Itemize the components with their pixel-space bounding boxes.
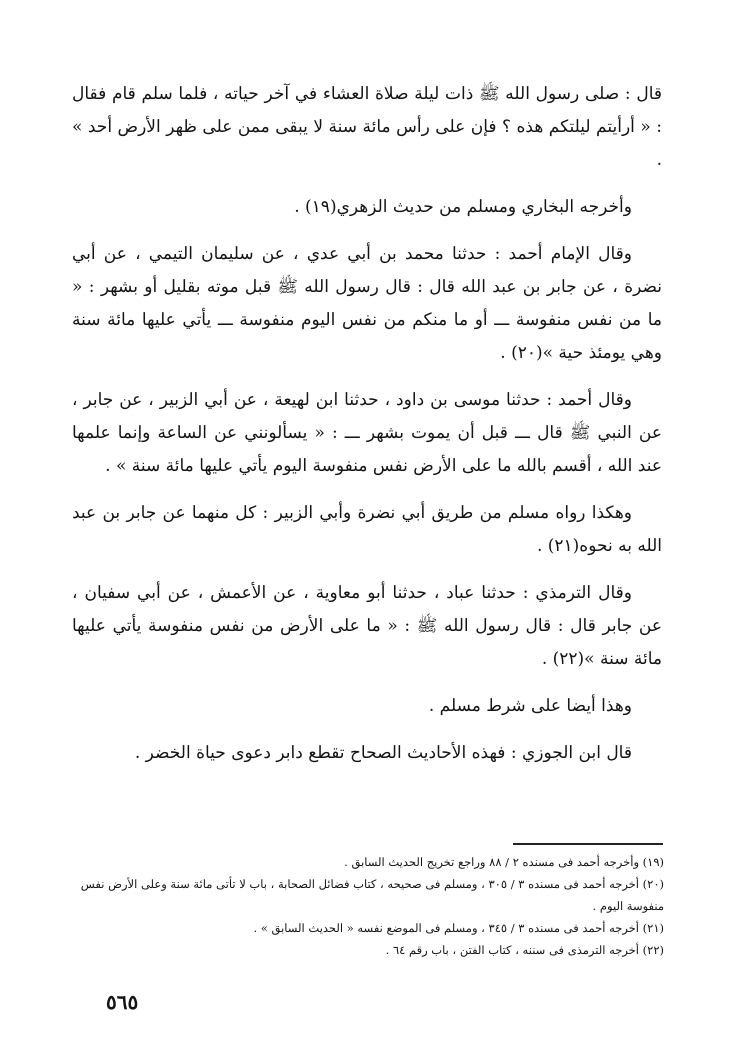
paragraph-7: وهذا أيضا على شرط مسلم .	[428, 696, 632, 716]
footnotes	[72, 851, 664, 961]
page-number: ٥٦٥	[106, 990, 139, 1014]
footnote-20: (٢٠) أخرجه أحمد فى مسنده ٣ / ٣٠٥ ، ومسلم فى صحيحه ، كتاب فضائل الصحابة ، باب لا تأتى مائة سنة وعلى الأرض نفس منفوسة اليوم .	[80, 877, 664, 913]
paragraph-3: وقال الإمام أحمد : حدثنا محمد بن أبي عدي ، عن سليمان التيمي ، عن أبي نضرة ، عن جابر بن عبد الله قال : قال رسول الله ﷺ قبل موته بقليل أو بشهر : « ما من نفس منفوسة ـــ أو ما منكم من نفس اليوم منفوسة ـــ يأتي عليها مائة سنة وهي يومئذ حية »(٢٠) .	[72, 244, 662, 363]
paragraph-1: قال : صلى رسول الله ﷺ ذات ليلة صلاة العشاء في آخر حياته ، فلما سلم قام فقال : « أرأيتم ليلتكم هذه ؟ فإن على رأس مائة سنة لا يبقى ممن على ظهر الأرض أحد » .	[72, 84, 662, 170]
main-text	[72, 78, 662, 784]
paragraph-2: وأخرجه البخاري ومسلم من حديث الزهري(١٩) .	[294, 197, 632, 217]
footnote-divider	[513, 843, 663, 845]
paragraph-8: قال ابن الجوزي : فهذه الأحاديث الصحاح تقطع دابر دعوى حياة الخضر .	[134, 743, 632, 763]
paragraph-4: وقال أحمد : حدثنا موسى بن داود ، حدثنا ابن لهيعة ، عن أبي الزبير ، عن جابر ، عن النبي ﷺ قال ـــ قبل أن يموت بشهر ـــ : « يسألونني عن الساعة وإنما علمها عند الله ، أقسم بالله ما على الأرض نفس منفوسة اليوم يأتي عليها مائة سنة » .	[72, 390, 662, 476]
footnote-19: (١٩) وأخرجه أحمد فى مسنده ٢ / ٨٨ وراجع تخريج الحديث السابق .	[344, 855, 664, 869]
footnote-21: (٢١) أخرجه أحمد فى مسنده ٣ / ٣٤٥ ، ومسلم فى الموضع نفسه « الحديث السابق » .	[253, 921, 664, 935]
paragraph-6: وقال الترمذي : حدثنا عباد ، حدثنا أبو معاوية ، عن الأعمش ، عن أبي سفيان ، عن جابر قال : قال رسول الله ﷺ : « ما على الأرض من نفس منفوسة يأتي عليها مائة سنة »(٢٢) .	[72, 583, 662, 669]
footnote-22: (٢٢) أخرجه الترمذى فى سننه ، كتاب الفتن ، باب رقم ٦٤ .	[385, 943, 664, 957]
paragraph-5: وهكذا رواه مسلم من طريق أبي نضرة وأبي الزبير : كل منهما عن جابر بن عبد الله به نحوه(٢١) .	[72, 503, 662, 556]
